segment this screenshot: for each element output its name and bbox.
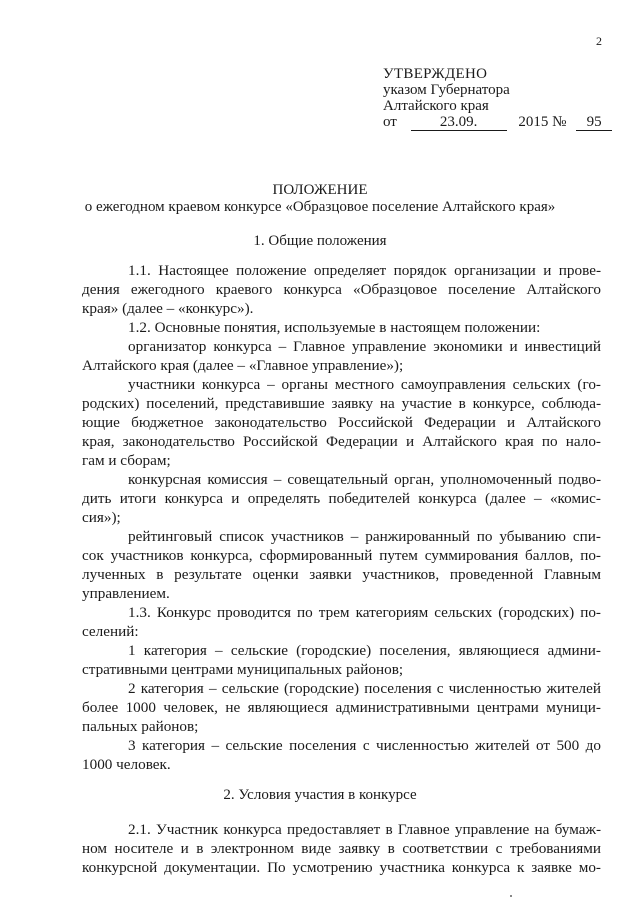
- body-line: родских) поселений, представившие заявку на участие в конкурсе, соблюда-: [82, 395, 601, 412]
- body-line: 1.3. Конкурс проводится по трем категориям сельских (городских) по-: [128, 604, 601, 621]
- body-line: 1000 человек.: [82, 756, 171, 773]
- approval-line-date: [383, 114, 612, 131]
- body-line: ющие бюджетное законодательство Российской Федерации и Алтайского: [82, 414, 601, 431]
- approval-from-label: от: [383, 114, 397, 130]
- body-line: пальных районов;: [82, 718, 199, 735]
- body-line: управлением.: [82, 585, 170, 602]
- body-line: сок участников конкурса, сформированный путем суммирования баллов, по-: [82, 547, 601, 564]
- body-line: конкурсная комиссия – совещательный орган, уполномоченный подво-: [128, 471, 601, 488]
- page-number: 2: [596, 34, 602, 48]
- body-line: края, законодательство Российской Федерации и Алтайского края по нало-: [82, 433, 601, 450]
- approval-year-number-label: 2015 №: [518, 114, 567, 130]
- document-subtitle: о ежегодном краевом конкурсе «Образцовое поселение Алтайского края»: [84, 199, 556, 215]
- body-line: 2 категория – сельские (городские) поселения с численностью жителей: [128, 680, 601, 697]
- body-line: ном носителе и в электронном виде заявку в соответствии с требованиями: [82, 840, 601, 857]
- body-line: рейтинговый список участников – ранжированный по убыванию спи-: [128, 528, 601, 545]
- body-line: дения ежегодного краевого конкурса «Образцовое поселение Алтайского: [82, 281, 601, 298]
- body-line: стративными центрами муниципальных районов;: [82, 661, 404, 678]
- approval-number: 95: [576, 115, 612, 131]
- scan-speck: [510, 895, 512, 897]
- body-line: края» (далее – «конкурс»).: [82, 300, 254, 317]
- body-line: селений:: [82, 623, 139, 640]
- body-line: 3 категория – сельские поселения с численностью жителей от 500 до: [128, 737, 601, 754]
- body-line: гам и сборам;: [82, 452, 171, 469]
- body-line: более 1000 человек, не являющиеся административными центрами муници-: [82, 699, 601, 716]
- body-line: сия»);: [82, 509, 121, 526]
- body-line: 1 категория – сельские (городские) поселения, являющиеся админи-: [128, 642, 601, 659]
- section-2-heading: 2. Условия участия в конкурсе: [223, 787, 417, 803]
- body-line: лученных в результате оценки заявки участников, проведенной Главным: [82, 566, 601, 583]
- approval-stamp-title: УТВЕРЖДЕНО: [383, 66, 488, 82]
- body-line: организатор конкурса – Главное управление экономики и инвестиций: [128, 338, 601, 355]
- body-line: конкурсной документации. По усмотрению участника конкурса к заявке мо-: [82, 859, 601, 876]
- body-line: 1.1. Настоящее положение определяет порядок организации и прове-: [128, 262, 601, 279]
- body-line: 1.2. Основные понятия, используемые в настоящем положении:: [128, 319, 541, 336]
- section-1-heading: 1. Общие положения: [253, 233, 387, 249]
- approval-date: 23.09.: [411, 115, 507, 131]
- body-line: дить итоги конкурса и определять победителей конкурса (далее – «комис-: [82, 490, 601, 507]
- approval-line-region: Алтайского края: [383, 98, 489, 114]
- body-line: Алтайского края (далее – «Главное управление»);: [82, 357, 404, 374]
- document-title: ПОЛОЖЕНИЕ: [272, 182, 368, 198]
- body-line: участники конкурса – органы местного самоуправления сельских (го-: [128, 376, 601, 393]
- approval-line-decree: указом Губернатора: [383, 82, 510, 98]
- body-line: 2.1. Участник конкурса предоставляет в Главное управление на бумаж-: [128, 821, 601, 838]
